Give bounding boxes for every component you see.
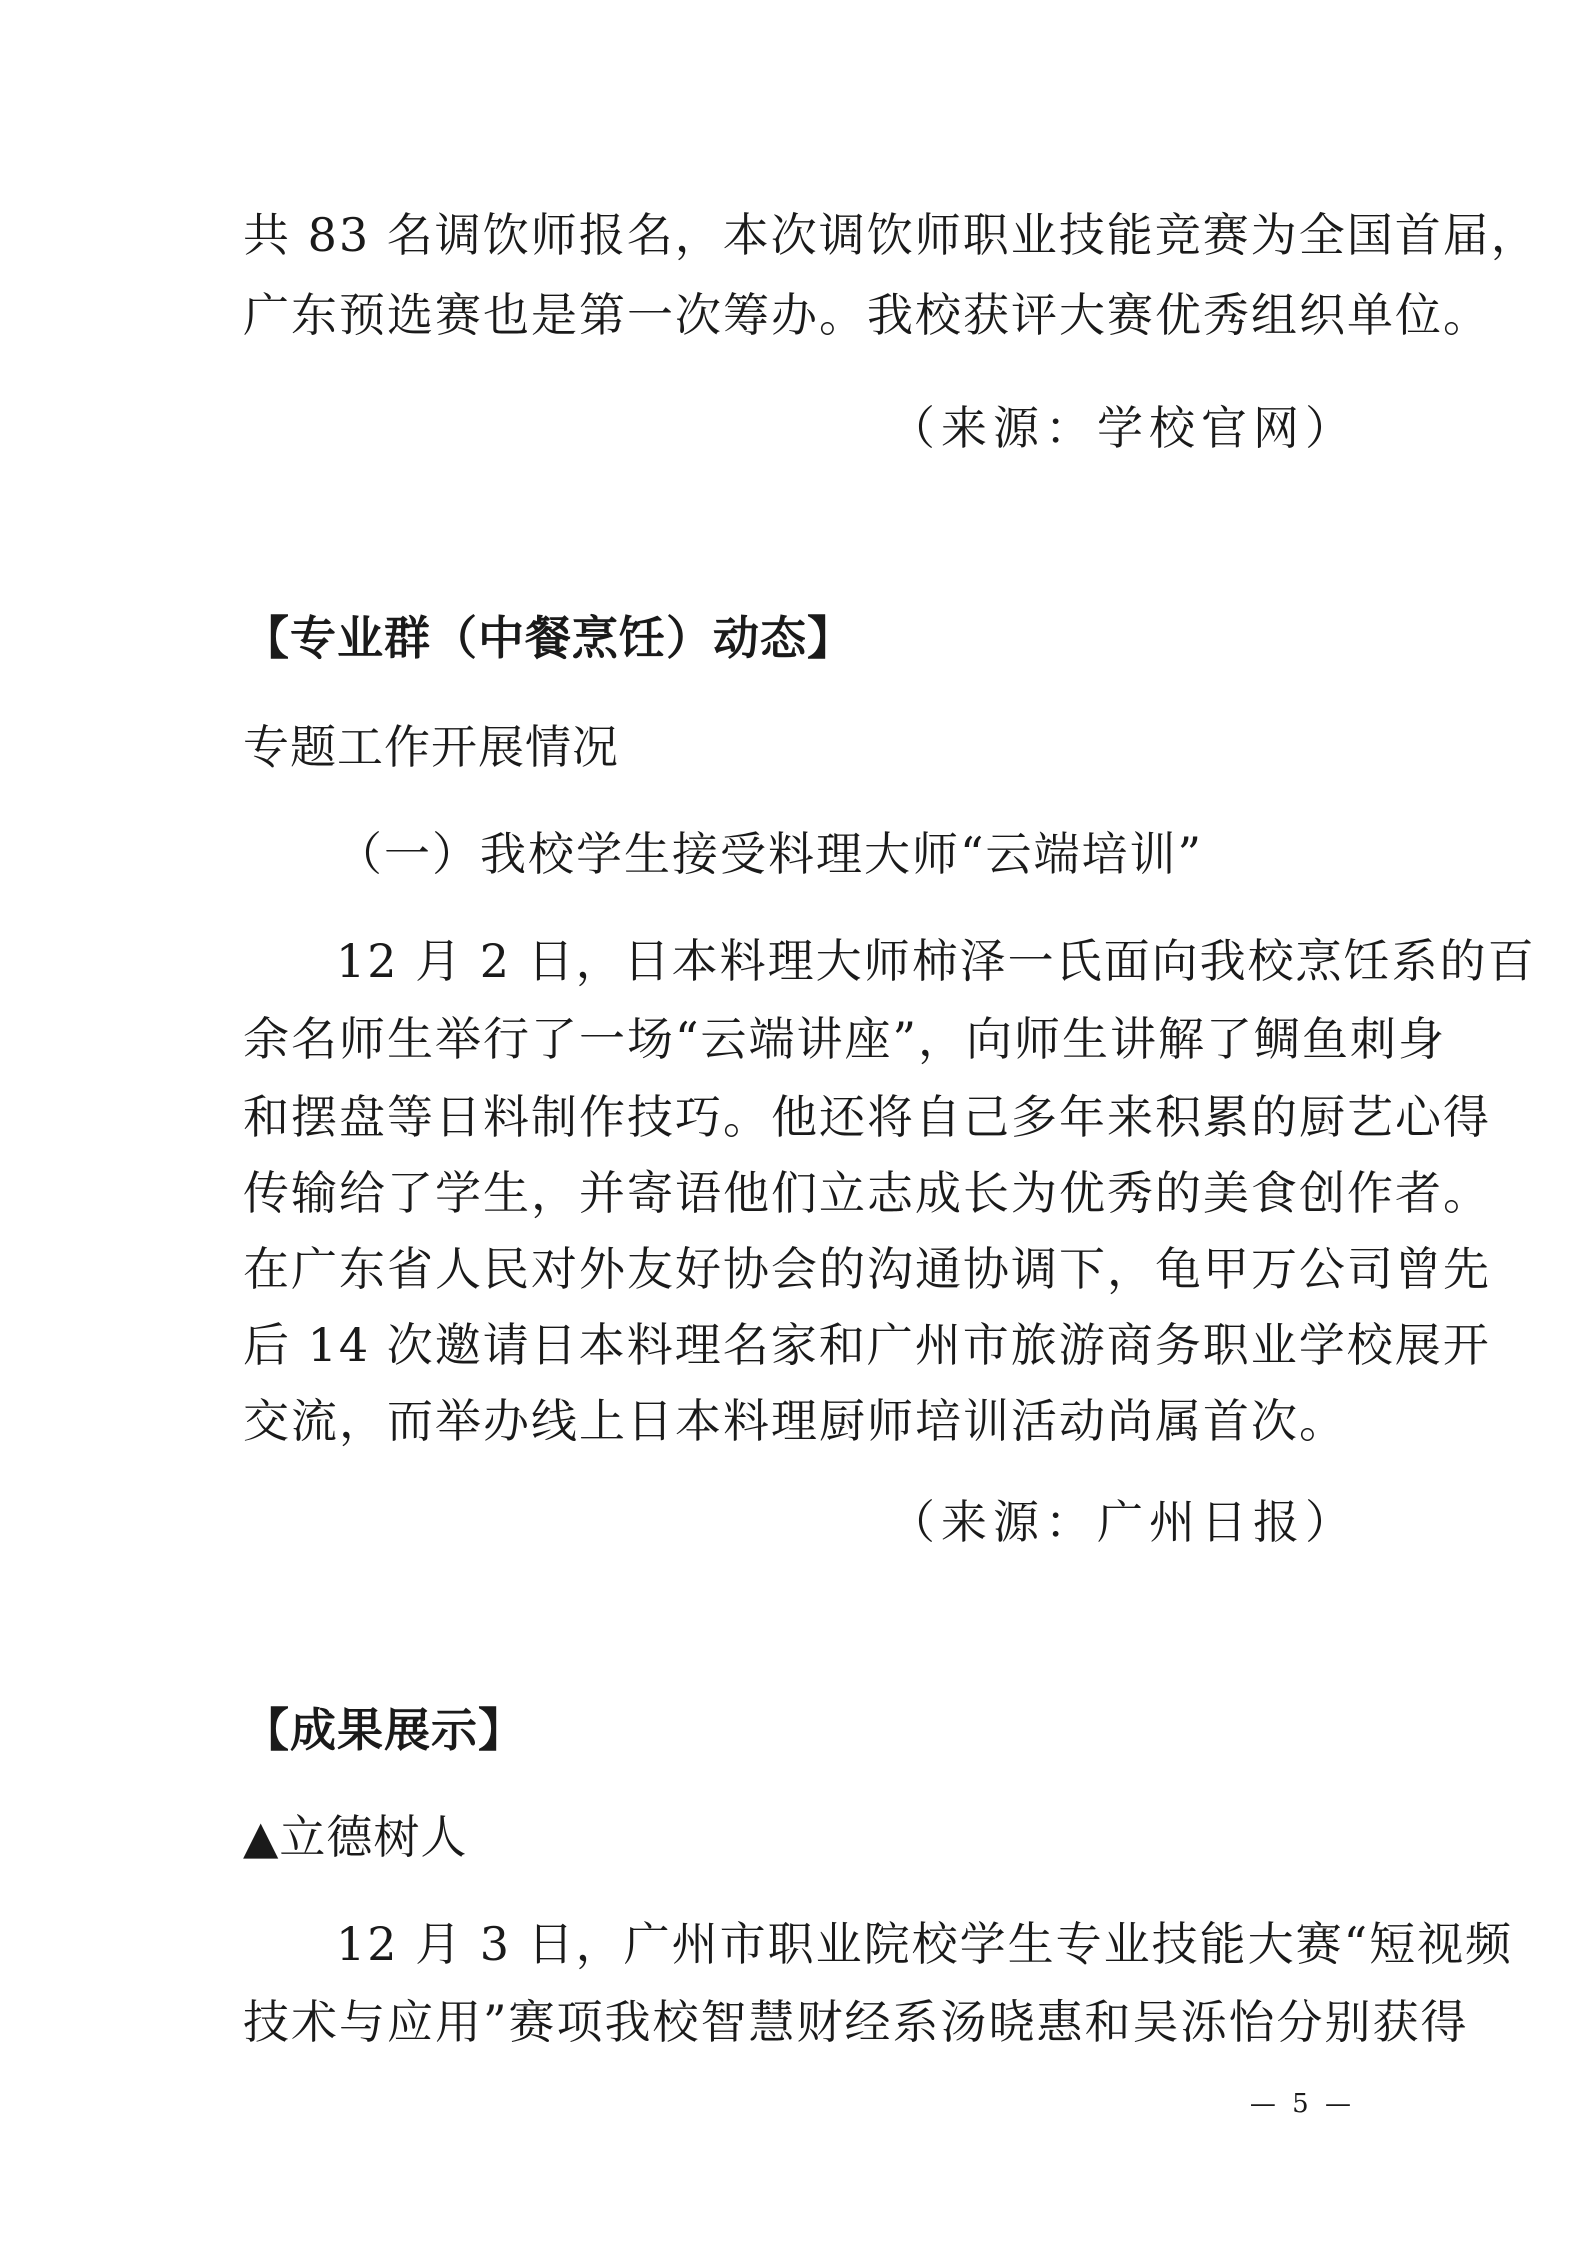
intro-source: （来源：学校官网） — [889, 401, 1357, 455]
cooking-paragraph-line-6: 后 14 次邀请日本料理名家和广州市旅游商务职业学校展开 — [243, 1318, 1491, 1372]
intro-line-1: 共 83 名调饮师报名，本次调饮师职业技能竞赛为全国首届， — [243, 208, 1539, 262]
achievements-paragraph-line-1: 12 月 3 日，广州市职业院校学生专业技能大赛“短视频 — [336, 1917, 1514, 1971]
cooking-paragraph-line-4: 传输给了学生，并寄语他们立志成长为优秀的美食创作者。 — [243, 1166, 1491, 1220]
cooking-paragraph-line-1: 12 月 2 日，日本料理大师柿泽一氏面向我校烹饪系的百 — [336, 934, 1536, 988]
cooking-paragraph-line-2: 余名师生举行了一场“云端讲座”，向师生讲解了鲷鱼刺身 — [243, 1012, 1447, 1066]
achievements-paragraph-line-2: 技术与应用”赛项我校智慧财经系汤晓惠和吴泺怡分别获得 — [243, 1995, 1469, 2049]
section-subheading-cooking: 专题工作开展情况 — [243, 720, 619, 774]
intro-line-2: 广东预选赛也是第一次筹办。我校获评大赛优秀组织单位。 — [243, 288, 1491, 342]
cooking-source: （来源：广州日报） — [889, 1495, 1357, 1549]
page-number: — 5 — — [1249, 2089, 1355, 2119]
cooking-paragraph-line-5: 在广东省人民对外友好协会的沟通协调下，龟甲万公司曾先 — [243, 1242, 1491, 1296]
cooking-paragraph-line-3: 和摆盘等日料制作技巧。他还将自己多年来积累的厨艺心得 — [243, 1090, 1491, 1144]
cooking-paragraph-line-7: 交流，而举办线上日本料理厨师培训活动尚属首次。 — [243, 1394, 1347, 1448]
section-heading-achievements: 【成果展示】 — [243, 1703, 525, 1757]
section-subheading-moral-education: ▲立德树人 — [243, 1810, 468, 1864]
section-heading-cooking: 【专业群（中餐烹饪）动态】 — [243, 611, 854, 665]
item-title-cloud-training: （一）我校学生接受料理大师“云端培训” — [336, 827, 1204, 881]
